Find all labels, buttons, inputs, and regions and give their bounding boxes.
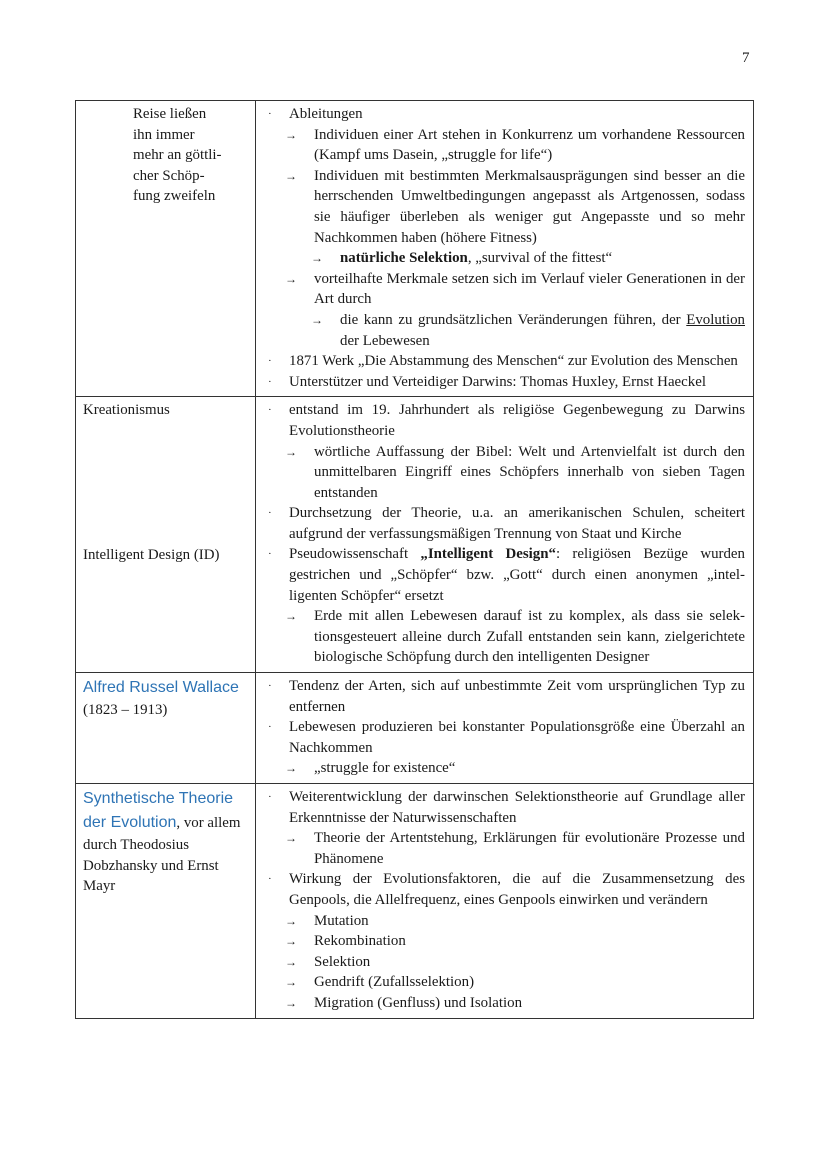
list-item: → Mutation <box>268 911 745 932</box>
arrow-icon: → <box>285 995 297 1010</box>
list-item: → Theorie der Artentstehung, Erklärungen für evolutionäre Prozesse und Phänomene <box>285 830 745 867</box>
arrow-icon: → <box>285 761 297 776</box>
list-item: → Gendrift (Zufallsselektion) <box>268 972 745 993</box>
heading-synthetische-theorie: Synthetische Theorie der Evolution <box>83 790 234 831</box>
right-cell-wallace <box>256 673 754 784</box>
list-item: → Individuen mit bestimmten Merkmalsausprägungen sind besser an die herrschenden Umweltbedingungen angepasst als Artgenossen, sodass sie häufiger überleben als weniger gut Angepasste und so mehr Nachkommen haben (höhere Fitness) <box>285 167 745 246</box>
page-number: 7 <box>742 50 750 66</box>
table-row-synthetische-theorie <box>76 784 754 1019</box>
list-item: · Unterstützer und Verteidiger Darwins: Thomas Huxley, Ernst Haeckel <box>268 373 706 390</box>
list-item: → „struggle for existence“ <box>268 758 745 779</box>
left-text: Reise ließen ihn immer mehr an göttli- cher Schöp- fung zweifeln <box>133 106 222 205</box>
list-item: · Pseudowissenschaft „Intelligent Design“: religiösen Bezüge wurden gestrichen und „Schöpfer“ bzw. „Gott“ durch einen anonymen „intelligenten Schöpfer“ ersetzt <box>268 546 745 604</box>
content-table <box>75 100 754 1019</box>
arrow-icon: → <box>311 312 323 327</box>
left-title-intelligent-design: Intelligent Design (ID) <box>83 546 220 563</box>
list-item: → Individuen einer Art stehen in Konkurrenz um vorhandene Ressourcen (Kampf ums Dasein, „struggle for life“) <box>285 126 745 164</box>
list-item: · Tendenz der Arten, sich auf unbestimmte Zeit vom ursprünglichen Typ zu entfernen <box>268 678 745 715</box>
right-cell-darwin <box>256 101 754 397</box>
arrow-icon: → <box>285 913 297 928</box>
heading-wallace: Alfred Russel Wallace <box>83 679 239 697</box>
list-item: → natürliche Selektion, „survival of the fittest“ <box>268 248 745 269</box>
list-item: → vorteilhafte Merkmale setzen sich im Verlauf vieler Generationen in der Art durch <box>285 270 745 308</box>
list-item: · Wirkung der Evolutionsfaktoren, die auf die Zusammensetzung des Genpools, die Allelfrequenz, eines Genpools einwirken und verändern <box>268 871 745 908</box>
list-item: → Selektion <box>268 952 745 973</box>
right-cell-kreationismus <box>256 397 754 673</box>
list-item: → wörtliche Auffassung der Bibel: Welt und Artenvielfalt ist durch den unmittelbaren Eingriff eines Schöpfers innerhalb von sieben Tagen entstanden <box>285 443 745 501</box>
table-row-darwin <box>76 101 754 397</box>
arrow-icon: → <box>311 251 323 266</box>
left-cell-wallace <box>76 673 256 784</box>
table-row-kreationismus <box>76 397 754 673</box>
arrow-icon: → <box>285 934 297 949</box>
arrow-icon: → <box>285 975 297 990</box>
table-row-wallace <box>76 673 754 784</box>
left-cell-darwin <box>76 101 256 397</box>
list-item: · Weiterentwicklung der darwinschen Selektionstheorie auf Grundlage aller Erkenntnisse der Naturwissenschaften <box>268 789 745 826</box>
arrow-icon: → <box>285 168 297 183</box>
list-item: · Lebewesen produzieren bei konstanter Populationsgröße eine Überzahl an Nachkommen <box>268 719 745 756</box>
list-item: → Rekombination <box>268 931 745 952</box>
arrow-icon: → <box>285 271 297 286</box>
left-cell-kreationismus <box>76 397 256 673</box>
list-item: → Erde mit allen Lebewesen darauf ist zu komplex, als dass sie selektionsgesteuert alleine durch Zufall entstanden sein kann, zielgerichtete biologische Schöpfung durch den intelligenten Designer <box>285 608 745 666</box>
list-item: · Ableitungen <box>268 106 363 122</box>
left-text-wallace: Alfred Russel Wallace (1823 – 1913) <box>83 679 239 719</box>
arrow-icon: → <box>285 609 297 624</box>
left-cell-synthetische-theorie <box>76 784 256 1019</box>
list-item: · entstand im 19. Jahrhundert als religiöse Gegenbewegung zu Darwins Evolutionstheorie <box>268 402 745 439</box>
arrow-icon: → <box>285 954 297 969</box>
list-item: · 1871 Werk „Die Abstammung des Menschen“ zur Evolution des Menschen <box>268 353 738 370</box>
right-cell-synthetische-theorie <box>256 784 754 1019</box>
list-item: · Durchsetzung der Theorie, u.a. an amerikanischen Schulen, scheitert aufgrund der verfassungsmäßigen Trennung von Staat und Kirche <box>268 505 745 542</box>
arrow-icon: → <box>285 831 297 846</box>
left-title-kreationismus: Kreationismus <box>83 402 170 419</box>
arrow-icon: → <box>285 127 297 142</box>
list-item: → Migration (Genfluss) und Isolation <box>268 993 745 1014</box>
left-text-synthetische-theorie: Synthetische Theorie der Evolution, vor allem durch Theodosius Dobzhansky und Ernst Mayr <box>83 790 241 895</box>
arrow-icon: → <box>285 444 297 459</box>
list-item: → die kann zu grundsätzlichen Veränderungen führen, der Evolution der Lebewesen <box>311 311 745 349</box>
